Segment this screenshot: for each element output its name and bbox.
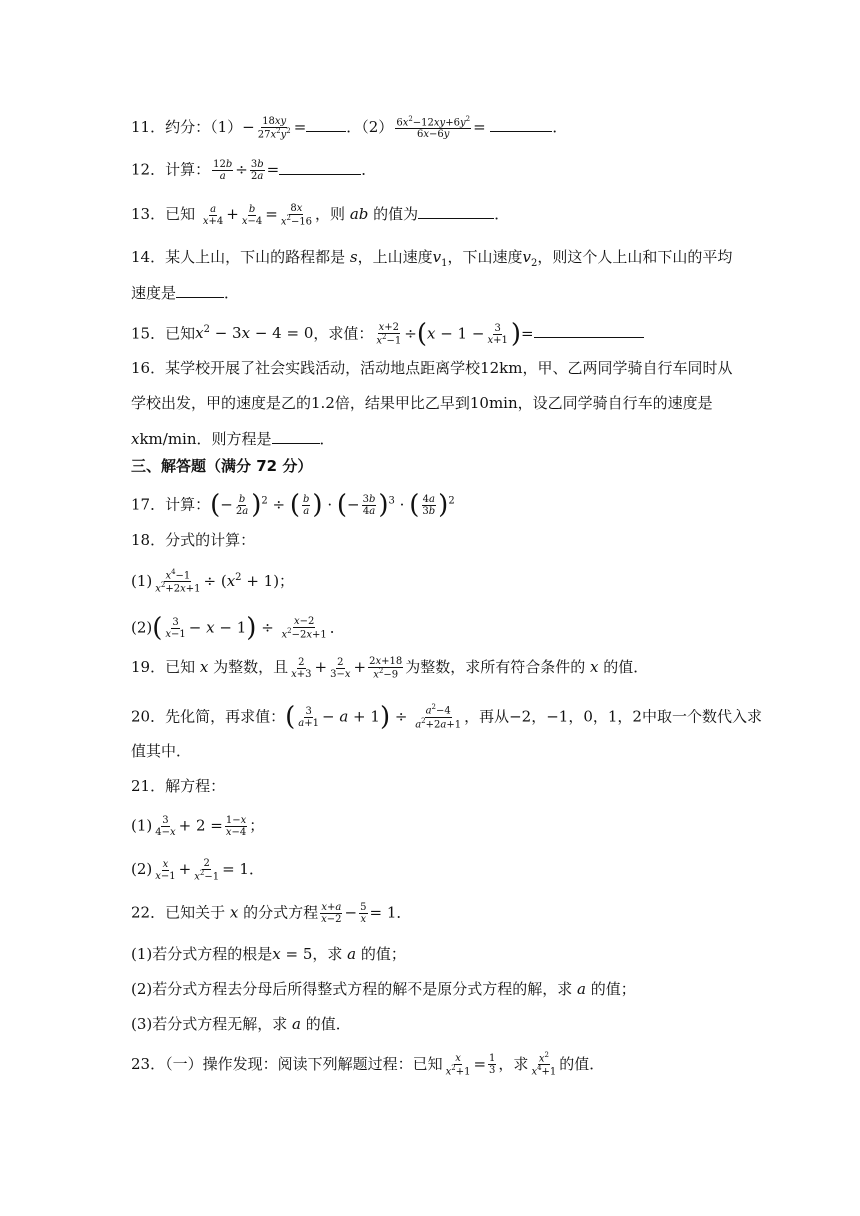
punctuation: ； [249, 816, 265, 835]
question-text: ． [319, 430, 335, 448]
question-text: 已知 [165, 324, 196, 343]
question-21-part1: (1) $\frac{3}{4-x}$ + 2 = $\frac{1-x}{x-4}$ ； [131, 815, 265, 838]
fraction: $\frac{3}{x-1}$ [165, 616, 186, 640]
fraction: $\frac{x}{x^2+1}$ [445, 1052, 471, 1077]
question-text: 为整数，求所有符合条件的 [405, 658, 586, 677]
question-17: 17．计算：(− $\frac{b}{2a}$ )$^2$ ÷ ( $\frac{b}{a}$ ) · (− $\frac{3b}{4a}$ )$^3$ · ( $\frac{4a}{3b}$ )$^2$ [131, 490, 455, 520]
fraction: $\frac{3}{4-x}$ [155, 815, 176, 838]
question-text: (1)若分式方程的根是 [131, 945, 273, 963]
question-text: 解方程： [165, 777, 226, 795]
question-text: ． [396, 903, 412, 922]
fraction: $\frac{2x+18}{x^2-9}$ [369, 656, 403, 681]
question-text: ． [552, 118, 568, 137]
question-number: 21． [131, 777, 166, 795]
question-text: 计算： [165, 160, 211, 179]
question-text: 学校出发，甲的速度是乙的1.2倍，结果甲比乙早到10min，设乙同学骑自行车的速度是 [131, 394, 713, 412]
answer-blank[interactable] [490, 117, 552, 132]
question-14-line2 [131, 283, 239, 303]
fraction: $\frac{x-2}{x^2-2x+1}$ [281, 616, 327, 641]
question-11: 11．约分：（1）− $\frac{18xy}{27x^2y^2}$ = ．（2） $\frac{6x^2-12xy+6y^2}{6x-6y}$ = ． [131, 115, 568, 141]
punctuation: ． [329, 618, 345, 637]
question-number: 14． [131, 248, 166, 266]
question-text: ．（2） [346, 118, 394, 137]
question-text: (2)若分式方程去分母后所得整式方程的解不是原分式方程的解，求 [131, 980, 573, 998]
question-22-part3: (3)若分式方程无解，求 a 的值． [131, 1015, 351, 1033]
punctuation: ． [248, 860, 264, 879]
fraction: $\frac{18xy}{27x^2y^2}$ [257, 116, 291, 141]
question-number: 20． [131, 707, 166, 726]
question-text: 某人上山，下山的路程都是 [165, 248, 346, 266]
punctuation: ； [279, 571, 295, 590]
question-text: ，下山速度 [447, 248, 523, 266]
section-title: 三、解答题（满分 72 分） [131, 457, 313, 475]
question-18-part2: (2)( $\frac{3}{x-1}$ − x − 1) ÷ $\frac{x-2}{x^2-2x+1}$ ． [131, 613, 345, 643]
question-21-part2: (2) $\frac{x}{x-1}$ + $\frac{2}{x^2-1}$ = 1． [131, 858, 264, 883]
question-number: 12． [131, 160, 166, 179]
fraction: $\frac{5}{x}$ [360, 902, 367, 925]
question-text: ，求 [498, 1054, 529, 1073]
fraction: $\frac{b}{a}$ [302, 493, 310, 517]
answer-blank[interactable] [418, 204, 494, 219]
question-text: 计算： [165, 495, 211, 514]
question-15: 15．已知$x^2 - 3x - 4 = 0$，求值： $\frac{x+2}{x^2-1}$ ÷(x − 1 − $\frac{3}{x+1}$ )= [131, 318, 644, 351]
fraction: $\frac{3b}{4a}$ [362, 493, 376, 517]
question-text: 的值． [305, 1015, 351, 1033]
answer-blank[interactable] [176, 283, 224, 298]
fraction: $\frac{a^2-4}{a^2+2a+1}$ [415, 703, 462, 731]
question-text: 约分：（1） [165, 118, 243, 137]
question-18-part1: (1) $\frac{x^4-1}{x^2+2x+1}$ ÷ $(x^2 + 1)$； [131, 568, 295, 595]
question-22-part2: (2)若分式方程去分母后所得整式方程的解不是原分式方程的解，求 a 的值； [131, 980, 636, 998]
fraction: $\frac{12b}{a}$ [213, 159, 233, 182]
question-13: 13．已知 $\frac{a}{x+4}$ + $\frac{b}{x-4}$ = $\frac{8x}{x^2-16}$ ，则 ab 的值为 ． [131, 203, 510, 228]
question-text: 值其中． [131, 742, 192, 760]
question-text: 的值； [360, 945, 406, 963]
question-number: 15． [131, 324, 166, 343]
question-text: 的值． [559, 1054, 605, 1073]
question-text: ，上山速度 [357, 248, 433, 266]
question-text: ，再从−2，−1，0，1，2中取一个数代入求 [464, 707, 762, 726]
question-16-line2 [131, 394, 713, 413]
fraction: $\frac{3b}{2a}$ [250, 159, 264, 182]
question-21 [131, 777, 225, 796]
part-label: (2) [131, 860, 153, 879]
fraction: $\frac{b}{2a}$ [235, 493, 249, 517]
question-text: 速度是 [131, 284, 177, 302]
question-20-line2 [131, 742, 191, 761]
question-number: 23． [131, 1054, 166, 1073]
question-text: ，则 [315, 205, 346, 224]
part-label: (1) [131, 816, 153, 835]
question-text: (3)若分式方程无解，求 [131, 1015, 288, 1033]
question-text: 先化简，再求值： [165, 707, 286, 726]
part-label: (2) [131, 618, 153, 637]
fraction: $\frac{1-x}{x-4}$ [225, 815, 247, 838]
fraction: $\frac{x}{x-1}$ [155, 858, 176, 882]
question-20: 20．先化简，再求值：( $\frac{3}{a+1}$ − a + 1) ÷ $\frac{a^2-4}{a^2+2a+1}$ ，再从−2，−1，0，1，2中取一个数代入求 [131, 702, 762, 732]
question-text: （一）操作发现：阅读下列解题过程：已知 [165, 1054, 443, 1073]
question-text: 为整数，且 [213, 658, 289, 677]
fraction: $\frac{8x}{x^2-16}$ [280, 203, 313, 228]
fraction: $\frac{2}{x^2-1}$ [194, 858, 220, 883]
question-text: 某学校开展了社会实践活动，活动地点距离学校12km，甲、乙两同学骑自行车同时从 [165, 359, 733, 377]
question-14: 14．某人上山，下山的路程都是 s，上山速度$v_1$，下山速度$v_2$，则这个人上山和下山的平均 [131, 248, 733, 269]
fraction: $\frac{x+a}{x-2}$ [321, 902, 342, 925]
question-text: ，则这个人上山和下山的平均 [537, 248, 733, 266]
fraction: $\frac{x+2}{x^2-1}$ [376, 322, 402, 347]
fraction: $\frac{6x^2-12xy+6y^2}{6x-6y}$ [396, 115, 471, 141]
part-label: (1) [131, 571, 153, 590]
question-text: 已知 [165, 658, 196, 677]
fraction: $\frac{x^2}{x^4+1}$ [531, 1051, 557, 1078]
question-text: 已知 [165, 205, 196, 224]
answer-blank[interactable] [272, 429, 320, 444]
answer-blank[interactable] [534, 323, 644, 338]
fraction: $\frac{2}{3-x}$ [330, 656, 351, 680]
question-number: 17． [131, 495, 166, 514]
question-text: ． [361, 160, 377, 179]
question-number: 13． [131, 205, 166, 224]
fraction: $\frac{4a}{3b}$ [422, 493, 436, 517]
fraction: $\frac{3}{a+1}$ [298, 705, 319, 729]
question-18 [131, 531, 255, 550]
question-text: km/min．则方程是 [139, 430, 272, 448]
question-text: ，求 [312, 945, 343, 963]
question-number: 11． [131, 118, 166, 137]
question-22-part1: (1)若分式方程的根是x = 5，求 a 的值； [131, 945, 406, 963]
question-19: 19．已知 x 为整数，且 $\frac{2}{x+3}$ + $\frac{2}{3-x}$ + $\frac{2x+18}{x^2-9}$ 为整数，求所有符合条件的 x 的值． [131, 656, 649, 681]
fraction: $\frac{a}{x+4}$ [202, 203, 224, 227]
fraction: $\frac{3}{x+1}$ [487, 322, 508, 346]
question-number: 18． [131, 531, 166, 549]
question-text: 的分式方程 [243, 903, 319, 922]
question-number: 22． [131, 903, 166, 922]
question-text: 分式的计算： [165, 531, 256, 549]
fraction: $\frac{x^4-1}{x^2+2x+1}$ [155, 568, 201, 595]
question-text: 的值为 [373, 205, 419, 224]
question-23: 23．（一）操作发现：阅读下列解题过程：已知 $\frac{x}{x^2+1}$ = $\frac{1}{3}$ ，求 $\frac{x^2}{x^4+1}$ 的值． [131, 1051, 605, 1078]
answer-blank[interactable] [279, 160, 361, 175]
question-number: 19． [131, 658, 166, 677]
fraction: $\frac{2}{x+3}$ [291, 656, 312, 680]
question-12: 12．计算： $\frac{12b}{a}$ ÷ $\frac{3b}{2a}$ = ． [131, 159, 377, 182]
question-number: 16． [131, 359, 166, 377]
question-text: ，求值： [313, 324, 374, 343]
question-text: 已知关于 [165, 903, 226, 922]
question-16 [131, 359, 733, 378]
question-16-line3: xkm/min．则方程是 ． [131, 430, 335, 448]
question-text: 的值； [590, 980, 636, 998]
fraction: $\frac{1}{3}$ [489, 1053, 496, 1077]
answer-blank[interactable] [306, 117, 346, 132]
question-text: 的值． [603, 658, 649, 677]
question-text: ． [224, 284, 240, 302]
question-text: ． [494, 205, 510, 224]
question-22: 22．已知关于 x 的分式方程 $\frac{x+a}{x-2}$ − $\frac{5}{x}$ = 1． [131, 902, 412, 925]
fraction: $\frac{b}{x-4}$ [241, 203, 263, 227]
